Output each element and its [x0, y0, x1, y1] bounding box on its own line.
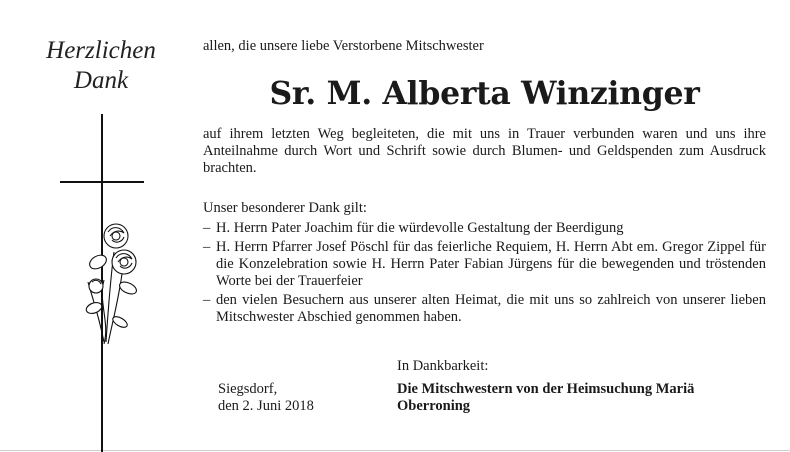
special-thanks-list	[203, 220, 766, 328]
notice-heading	[20, 36, 182, 96]
list-item: – den vielen Besuchern aus unserer alten Heimat, die mit uns so zahlreich von unserer lieben Mitschwester Abschied genommen haben.	[203, 292, 766, 326]
signature-label: In Dankbarkeit:	[397, 358, 489, 374]
list-item: – H. Herrn Pfarrer Josef Pöschl für das feierliche Requiem, H. Herrn Abt em. Gregor Zippel für die Konzelebration sowie H. Herrn Pater Fabian Jürgens für die bewegenden und tröstenden Worte bei der Trauerfeier	[203, 239, 766, 290]
place-date	[218, 381, 314, 415]
list-item: – H. Herrn Pater Joachim für die würdevolle Gestaltung der Beerdigung	[203, 220, 766, 237]
heading-line-2: Dank	[73, 67, 129, 94]
thanks-paragraph: auf ihrem letzten Weg begleiteten, die mit uns in Trauer verbunden waren und uns ihre Anteilnahme durch Wort und Schrift sowie durch Blumen- und Geldspenden zum Ausdruck brachten.	[203, 126, 766, 176]
special-thanks-heading: Unser besonderer Dank gilt:	[203, 200, 367, 216]
heading-line-1: Herzlichen	[46, 37, 156, 64]
intro-text: allen, die unsere liebe Verstorbene Mitschwester	[203, 38, 484, 54]
signature-name	[397, 381, 767, 415]
deceased-name: Sr. M. Alberta Winzinger	[269, 75, 700, 112]
cross-with-roses-icon	[58, 112, 168, 452]
signature-line-1: Die Mitschwestern von der Heimsuchung Mariä	[397, 381, 695, 397]
signature-line-2: Oberroning	[397, 398, 471, 414]
place: Siegsdorf,	[218, 381, 278, 397]
date: den 2. Juni 2018	[218, 398, 314, 414]
